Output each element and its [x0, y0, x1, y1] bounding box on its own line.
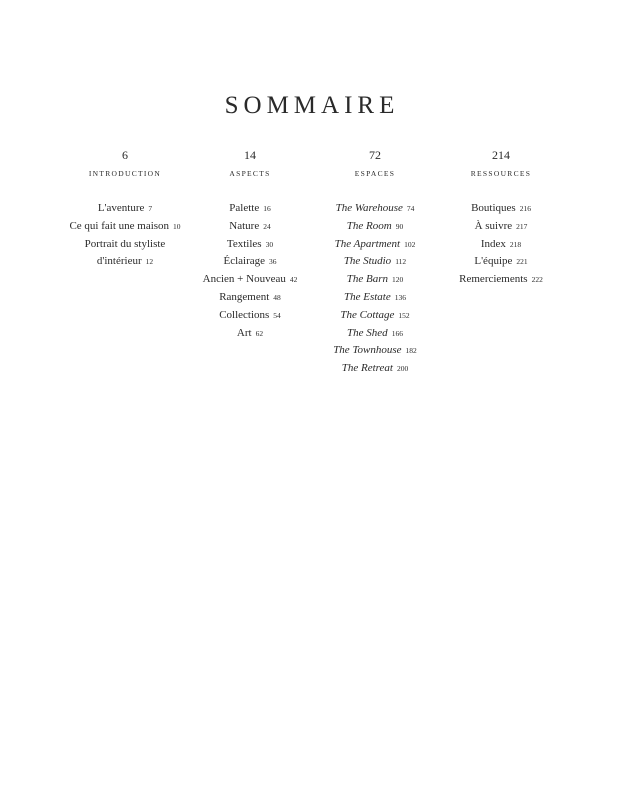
toc-entry[interactable]: Index 218 [480, 237, 522, 250]
toc-entry[interactable]: Nature 24 [229, 219, 271, 232]
toc-column-aspects [185, 146, 315, 342]
toc-entry[interactable]: Remerciements 222 [459, 273, 543, 286]
toc-entry[interactable]: Textiles 30 [226, 237, 274, 250]
toc-entry[interactable]: Collections 54 [219, 308, 281, 321]
section-heading: ESPACES [354, 169, 396, 178]
entry-list [60, 200, 190, 271]
toc-entry[interactable]: Palette 16 [229, 202, 271, 214]
toc-entry[interactable]: The Apartment 102 [334, 237, 416, 250]
section-page-number: 6 [122, 148, 128, 162]
toc-entry[interactable]: The Barn 120 [346, 273, 404, 286]
toc-entry[interactable]: L'aventure 7 [97, 202, 153, 214]
entry-list [185, 200, 315, 342]
toc-entry[interactable]: The Retreat 200 [341, 362, 409, 375]
toc-entry[interactable]: The Shed 166 [347, 326, 403, 339]
toc-entry[interactable]: Ancien + Nouveau 42 [202, 273, 298, 286]
toc-entry[interactable]: The Warehouse 74 [335, 202, 415, 214]
toc-entry[interactable]: À suivre 217 [474, 219, 528, 232]
section-heading: INTRODUCTION [88, 169, 162, 178]
toc-entry[interactable]: Éclairage 36 [223, 255, 277, 268]
toc-entry[interactable]: Rangement 48 [219, 290, 281, 303]
toc-column-introduction [60, 146, 190, 271]
section-page-number: 14 [244, 148, 256, 162]
section-heading: ASPECTS [229, 169, 271, 178]
section-page-number: 72 [369, 148, 381, 162]
toc-column-ressources [436, 146, 566, 289]
toc-entry[interactable]: The Studio 112 [343, 255, 407, 268]
toc-column-espaces [310, 146, 440, 378]
section-page-number: 214 [492, 148, 510, 162]
toc-entry[interactable]: Ce qui fait une maison 10 [69, 219, 181, 232]
page-title: SOMMAIRE [224, 92, 400, 119]
entry-list [310, 200, 440, 378]
toc-entry[interactable]: The Townhouse 182 [333, 344, 417, 357]
toc-entry[interactable]: Boutiques 216 [471, 202, 531, 214]
entry-list [436, 200, 566, 289]
section-heading: RESSOURCES [470, 169, 532, 178]
toc-entry[interactable]: d'intérieur 12 [96, 255, 154, 268]
toc-entry[interactable]: The Cottage 152 [340, 308, 410, 321]
toc-entry[interactable]: The Room 90 [346, 219, 404, 232]
toc-entry[interactable]: Portrait du styliste [84, 237, 166, 250]
toc-entry[interactable]: The Estate 136 [344, 290, 406, 303]
toc-entry[interactable]: Art 62 [236, 326, 264, 339]
toc-entry[interactable]: L'équipe 221 [474, 255, 528, 268]
